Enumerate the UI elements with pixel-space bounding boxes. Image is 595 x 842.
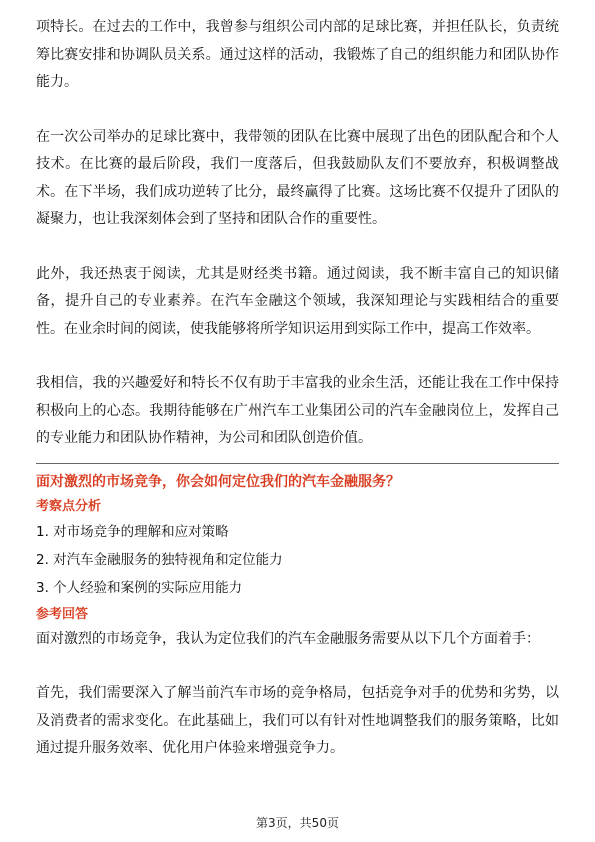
page-footer: 第3页，共50页 [256, 816, 339, 830]
document-page [36, 14, 559, 763]
section-divider [36, 463, 559, 464]
exam-points-list [36, 518, 559, 602]
list-item: 2. 对汽车金融服务的独特视角和定位能力 [36, 551, 283, 568]
answer-paragraph-first: 首先，我们需要深入了解当前汽车市场的竞争格局，包括竞争对手的优势和劣势，以及消费者的需求变化。在此基础上，我们可以有针对性地调整我们的服务策略，比如通过提升服务效率、优化用户体验来增强竞争力。 [36, 685, 559, 756]
list-item: 3. 个人经验和案例的实际应用能力 [36, 579, 243, 596]
exam-points-heading: 考察点分析 [36, 498, 102, 514]
paragraph-conclusion: 我相信，我的兴趣爱好和特长不仅有助于丰富我的业余生活，还能让我在工作中保持积极向上的心态。我期待能够在广州汽车工业集团公司的汽车金融岗位上，发挥自己的专业能力和团队协作精神，为公司和团队创造价值。 [36, 375, 559, 446]
list-item: 1. 对市场竞争的理解和应对策略 [36, 523, 229, 540]
paragraph-football-match: 在一次公司举办的足球比赛中，我带领的团队在比赛中展现了出色的团队配合和个人技术。在比赛的最后阶段，我们一度落后，但我鼓励队友们不要放弃，积极调整战术。在下半场，我们成功逆转了比分，最终赢得了比赛。这场比赛不仅提升了团队的凝聚力，也让我深刻体会到了坚持和团队合作的重要性。 [36, 128, 559, 227]
paragraph-reading: 此外，我还热衷于阅读，尤其是财经类书籍。通过阅读，我不断丰富自己的知识储备，提升自己的专业素养。在汽车金融这个领域，我深知理论与实践相结合的重要性。在业余时间的阅读，使我能够将所学知识运用到实际工作中，提高工作效率。 [36, 265, 559, 337]
answer-paragraph-intro: 面对激烈的市场竞争，我认为定位我们的汽车金融服务需要从以下几个方面着手： [36, 630, 540, 647]
question-heading: 面对激烈的市场竞争，你会如何定位我们的汽车金融服务？ [36, 473, 400, 490]
answer-heading: 参考回答 [36, 606, 89, 622]
paragraph-teamwork-intro: 项特长。在过去的工作中，我曾参与组织公司内部的足球比赛，并担任队长，负责统筹比赛安排和协调队员关系。通过这样的活动，我锻炼了自己的组织能力和团队协作能力。 [36, 19, 559, 90]
